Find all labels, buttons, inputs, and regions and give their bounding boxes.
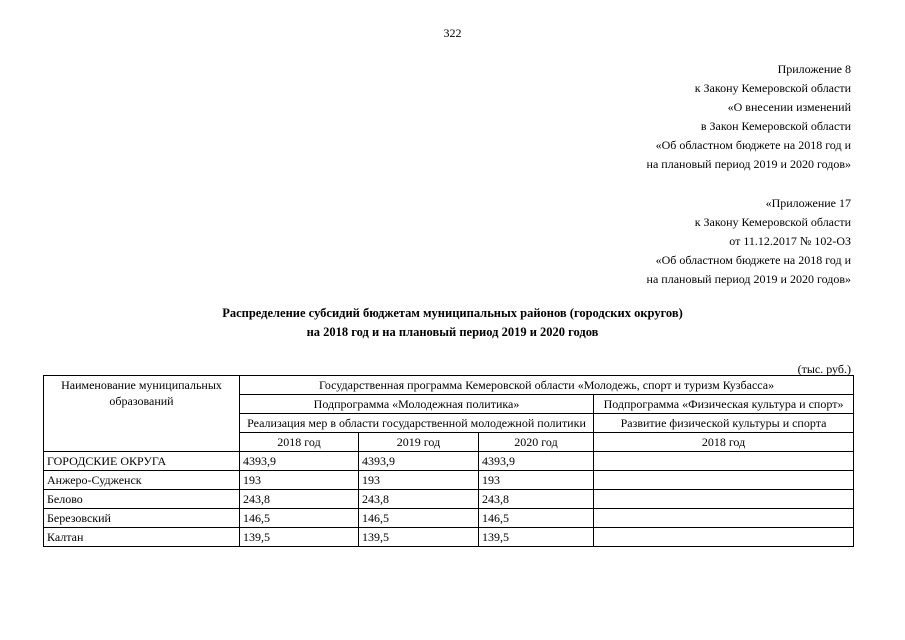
appendix-line: к Закону Кемеровской области [694, 215, 851, 229]
row-value-2019: 4393,9 [359, 452, 479, 471]
title-line-2: на 2018 год и на плановый период 2019 и 2020 годов [306, 325, 599, 339]
table-row [44, 471, 854, 490]
row-value-sport-2018 [594, 452, 854, 471]
appendix-8-heading [647, 60, 851, 174]
row-name: Калтан [44, 528, 240, 547]
row-value-2020: 243,8 [479, 490, 594, 509]
row-value-2019: 146,5 [359, 509, 479, 528]
row-name: Березовский [44, 509, 240, 528]
row-value-2019: 243,8 [359, 490, 479, 509]
program-header: Государственная программа Кемеровской области «Молодежь, спорт и туризм Кузбасса» [240, 376, 854, 395]
measure-youth-header: Реализация мер в области государственной молодежной политики [240, 414, 594, 433]
row-value-sport-2018 [594, 528, 854, 547]
title-line-1: Распределение субсидий бюджетам муниципальных районов (городских округов) [222, 306, 683, 320]
subprogram-youth-header: Подпрограмма «Молодежная политика» [240, 395, 594, 414]
row-value-2018: 193 [240, 471, 359, 490]
subprogram-sport-header: Подпрограмма «Физическая культура и спорт» [594, 395, 854, 414]
year-header-2018: 2018 год [240, 433, 359, 452]
row-name: Белово [44, 490, 240, 509]
table-row [44, 528, 854, 547]
appendix-line: «Об областном бюджете на 2018 год и [655, 253, 851, 267]
page-number: 322 [443, 26, 462, 40]
appendix-line: Приложение 8 [777, 62, 851, 76]
row-value-2020: 193 [479, 471, 594, 490]
row-value-2018: 139,5 [240, 528, 359, 547]
row-name: Анжеро-Судженск [44, 471, 240, 490]
appendix-line: «Приложение 17 [765, 196, 851, 210]
row-name: ГОРОДСКИЕ ОКРУГА [44, 452, 240, 471]
appendix-line: от 11.12.2017 № 102-ОЗ [729, 234, 851, 248]
appendix-line: «О внесении изменений [727, 100, 851, 114]
row-value-sport-2018 [594, 509, 854, 528]
document-title [0, 304, 905, 342]
appendix-line: на плановый период 2019 и 2020 годов» [646, 157, 851, 171]
row-value-2018: 4393,9 [240, 452, 359, 471]
row-value-2019: 139,5 [359, 528, 479, 547]
row-value-2018: 146,5 [240, 509, 359, 528]
row-value-2020: 146,5 [479, 509, 594, 528]
appendix-line: к Закону Кемеровской области [694, 81, 851, 95]
table-row [44, 452, 854, 471]
appendix-line: «Об областном бюджете на 2018 год и [655, 138, 851, 152]
row-value-sport-2018 [594, 490, 854, 509]
row-value-2020: 4393,9 [479, 452, 594, 471]
units-label: (тыс. руб.) [797, 362, 851, 376]
table-row [44, 490, 854, 509]
year-header-2020: 2020 год [479, 433, 594, 452]
year-header-2019: 2019 год [359, 433, 479, 452]
subsidy-table [43, 375, 854, 547]
row-value-sport-2018 [594, 471, 854, 490]
col-name-header: Наименование муниципальных образований [44, 376, 240, 452]
year-header-sport-2018: 2018 год [594, 433, 854, 452]
row-value-2018: 243,8 [240, 490, 359, 509]
table-row [44, 509, 854, 528]
appendix-line: на плановый период 2019 и 2020 годов» [646, 272, 851, 286]
row-value-2019: 193 [359, 471, 479, 490]
row-value-2020: 139,5 [479, 528, 594, 547]
appendix-17-heading [647, 194, 851, 289]
appendix-line: в Закон Кемеровской области [700, 119, 851, 133]
measure-sport-header: Развитие физической культуры и спорта [594, 414, 854, 433]
